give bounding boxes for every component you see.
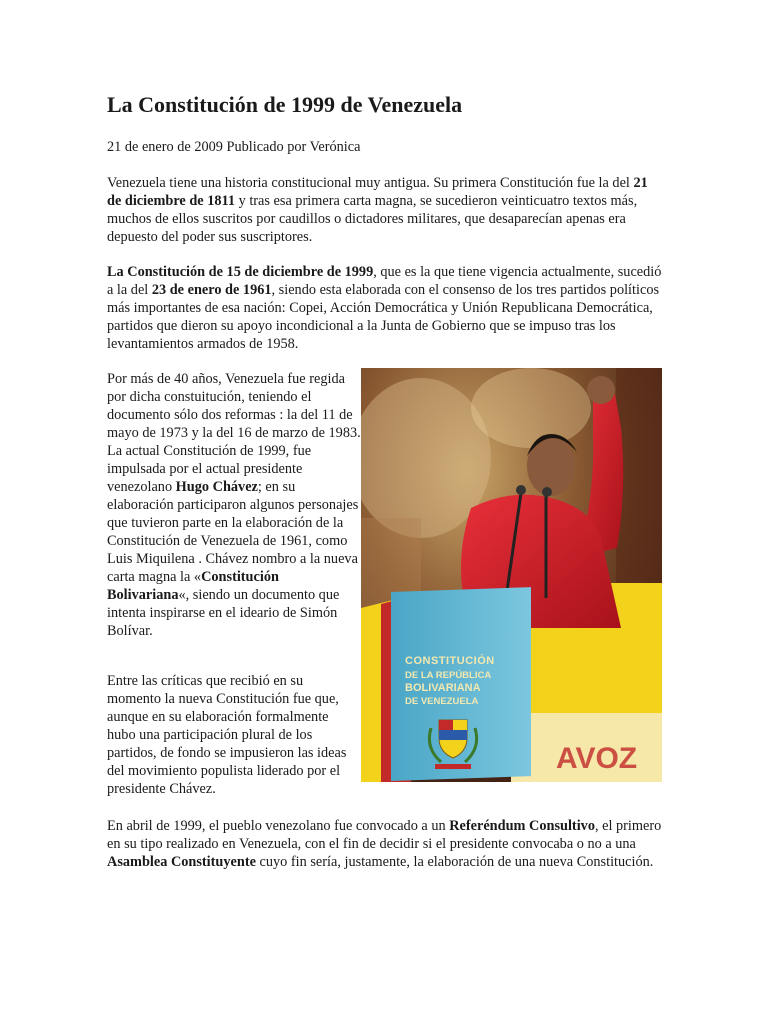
book-title-line: BOLIVARIANA <box>405 682 481 694</box>
text-run: Venezuela tiene una historia constitucional muy antigua. Su primera Constitución fue la del <box>107 175 634 191</box>
article-meta: 21 de enero de 2009 Publicado por Verónica <box>107 139 361 155</box>
bold-date-1961: 23 de enero de 1961 <box>151 282 272 298</box>
text-run: En abril de 1999, el pueblo venezolano fue convocado a un <box>107 818 450 834</box>
bold-hugo-chavez: Hugo Chávez <box>175 479 258 495</box>
text-run: y tras esa primera carta magna, se sucedieron veinticuatro textos más, muchos de ellos suscritos por caudillos o dictadores militares, que desaparecían apenas era depuesto del poder sus suscriptores. <box>107 193 638 245</box>
text-run: , que es la que tiene vigencia actualmente, sucedió a la del <box>107 264 662 298</box>
text-run: ; en su elaboración participaron algunos personajes que tuvieron parte en la elaboración de la Constitución de Venezuela de 1961, como Luis Miquilena . Chávez nombro a la nueva carta magna la « <box>107 479 359 585</box>
paragraph-1999-constitution <box>107 263 663 353</box>
article-title: La Constitución de 1999 de Venezuela <box>107 92 463 117</box>
bold-constitution-1999: La Constitución de 15 de diciembre de 1999 <box>107 264 374 280</box>
bold-referendum: Referéndum Consultivo <box>449 818 595 834</box>
text-run: , el primero en su tipo realizado en Venezuela, con el fin de decidir si el presidente convocaba o no a una <box>107 818 662 852</box>
book-title-line: DE VENEZUELA <box>405 696 479 707</box>
paragraph-referendum <box>107 817 663 871</box>
bold-constitucion-bolivariana: Constitución Bolivariana <box>107 569 279 603</box>
paragraph-chavez <box>107 370 363 640</box>
paragraph-criticism: Entre las críticas que recibió en su momento la nueva Constitución fue que, aunque en su elaboración formalmente hubo una participación plural de los partidos, de fondo se impusieron las ideas del movimiento populista liderado por el presidente Chávez. <box>107 673 347 797</box>
book-title-line: CONSTITUCIÓN <box>405 655 495 667</box>
book-title-line: DE LA REPÚBLICA <box>405 670 492 681</box>
text-run: cuyo fin sería, justamente, la elaboración de una nueva Constitución. <box>255 854 654 870</box>
constitution-book <box>361 587 531 782</box>
bold-asamblea: Asamblea Constituyente <box>107 854 256 870</box>
banner-text: AVOZ <box>556 742 638 775</box>
text-run: La actual Constitución de 1999, fue impulsada por el actual presidente venezolano <box>107 443 312 495</box>
chavez-photo <box>361 368 662 782</box>
text-run: , siendo esta elaborada con el consenso de los tres partidos políticos más importantes de esa nación: Copei, Acción Democrática y Unión Republicana Democrática, partidos que dieron su apoyo incondicional a la Junta de Gobierno que se impuso tras los levantamientos armados de 1958. <box>107 282 660 352</box>
text-run: Por más de 40 años, Venezuela fue regida por dicha constuitución, teniendo el documento sólo dos reformas : la del 11 de mayo de 1973 y la del 16 de marzo de 1983. <box>107 371 361 441</box>
microphone-icon <box>516 485 526 495</box>
paragraph-history <box>107 174 663 246</box>
text-run: «, siendo un documento que intenta inspirarse en el ideario de Simón Bolívar. <box>107 587 340 639</box>
bold-date-1811: 21 de diciembre de 1811 <box>107 175 648 209</box>
